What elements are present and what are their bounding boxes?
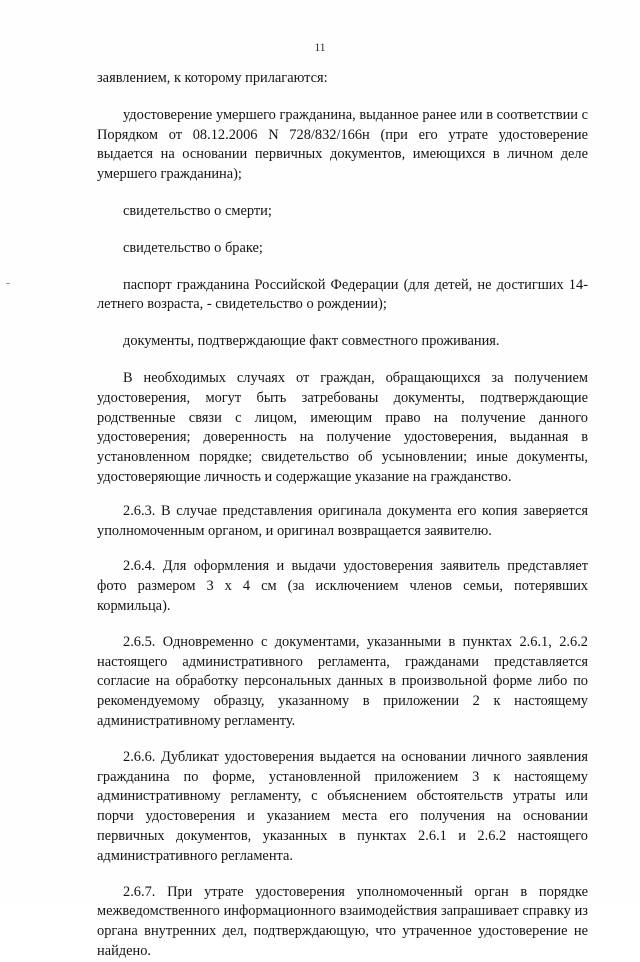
scan-edge-mark: [6, 283, 10, 284]
paragraph-additional-documents: В необходимых случаях от граждан, обращающихся за получением удостоверения, могут быть затребованы документы, подтверждающие родственные связи с лицом, имеющим право на получение данного удостоверения; доверенность на получение удостоверения, выданная в установленном порядке; свидетельство об усыновлении; иные документы, удостоверяющие личность и содержащие указание на гражданство.: [97, 369, 588, 485]
page-number: 11: [314, 42, 326, 54]
paragraph-2-6-3: 2.6.3. В случае представления оригинала документа его копия заверяется уполномоченным органом, и оригинал возвращается заявителю.: [97, 502, 588, 539]
document-body: [97, 69, 588, 962]
paragraph-marriage-certificate: свидетельство о браке;: [123, 239, 263, 256]
paragraph-cohabitation-documents: документы, подтверждающие факт совместного проживания.: [123, 333, 500, 350]
paragraph-2-6-7: 2.6.7. При утрате удостоверения уполномоченный орган в порядке межведомственного информационного взаимодействия запрашивает справку из органа внутренних дел, подтверждающую, что утраченное удостоверение не найдено.: [97, 883, 588, 959]
paragraph-death-certificate: свидетельство о смерти;: [123, 202, 272, 219]
paragraph-2-6-6: 2.6.6. Дубликат удостоверения выдается на основании личного заявления гражданина по форме, установленной приложением 3 к настоящему административному регламенту, с объяснением обстоятельств утраты или порчи удостоверения и указанием места его получения на основании первичных документов, указанных в пунктах 2.6.1 и 2.6.2 настоящего административного регламента.: [97, 748, 588, 864]
paragraph-deceased-certificate: удостоверение умершего гражданина, выданное ранее или в соответствии с Порядком от 08.12.2006 N 728/832/166н (при его утрате удостоверение выдается на основании первичных документов, имеющихся в личном деле умершего гражданина);: [97, 106, 588, 183]
paragraph-2-6-5: 2.6.5. Одновременно с документами, указанными в пунктах 2.6.1, 2.6.2 настоящего административного регламента, гражданами представляется согласие на обработку персональных данных в произвольной форме либо по рекомендуемому образцу, указанному в приложении 2 к настоящему административному регламенту.: [97, 633, 588, 729]
paragraph-passport: паспорт гражданина Российской Федерации (для детей, не достигших 14-летнего возраста, - свидетельство о рождении);: [97, 276, 588, 313]
paragraph-2-6-4: 2.6.4. Для оформления и выдачи удостоверения заявитель представляет фото размером 3 х 4 см (за исключением членов семьи, потерявших кормильца).: [97, 558, 588, 614]
paragraph-intro: заявлением, к которому прилагаются:: [97, 70, 328, 86]
